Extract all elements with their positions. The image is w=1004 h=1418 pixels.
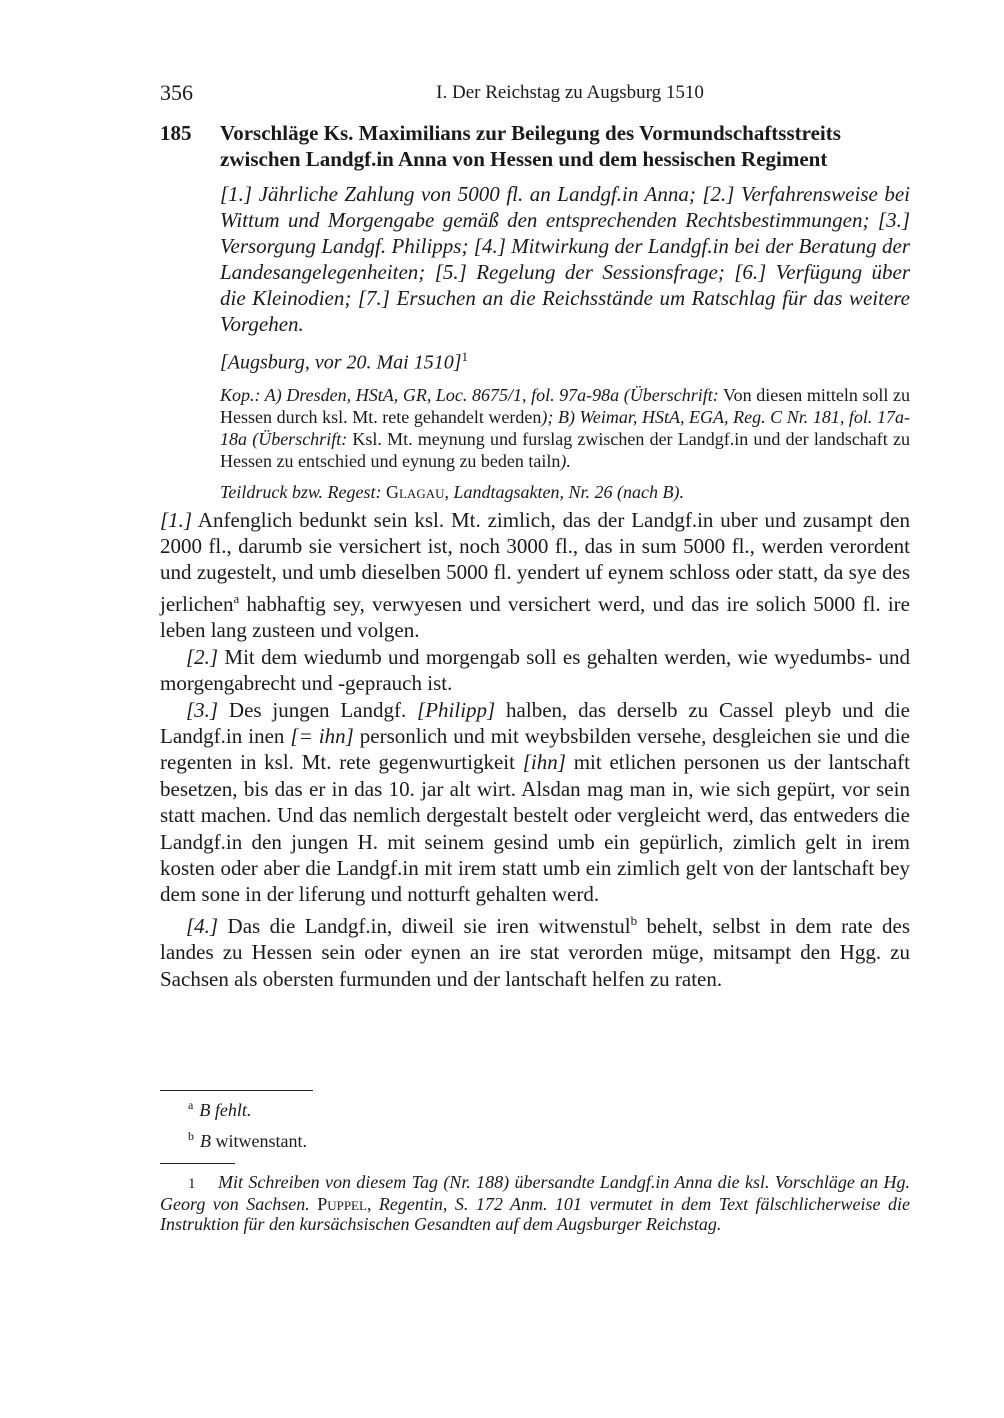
source-end: ). bbox=[560, 450, 571, 471]
paragraph-2-label: [2.] bbox=[186, 644, 219, 669]
editorial-insert: [Philipp] bbox=[417, 697, 496, 722]
document-heading bbox=[160, 120, 910, 172]
paragraph-3-text-b: halben, das derselb zu Cassel pleyb und die Landgf.in inen bbox=[160, 697, 910, 748]
notes-section bbox=[160, 1090, 910, 1234]
source-a-label: Kop.: A) Dresden, HStA, GR, Loc. 8675/1, fol. 97a-98a (Überschrift: bbox=[220, 384, 719, 405]
document-number: 185 bbox=[160, 121, 192, 145]
apparatus-note-a bbox=[160, 1093, 910, 1122]
paragraph-2-text: Mit dem wiedumb und morgengab soll es gehalten werden, wie wyedumbs- und morgengabrecht und -geprauch ist. bbox=[160, 644, 910, 696]
paragraph-4-text-b: behelt, selbst in dem rate des landes zu Hessen sein oder eynen an ire stat verorden müge, mitsampt den Hgg. zu Sachsen als obersten furmunden und der lantschaft helfen zu raten. bbox=[160, 913, 910, 991]
print-rest: Landtagsakten, Nr. 26 (nach B). bbox=[453, 481, 684, 502]
paragraph-4-text-a: Das die Landgf.in, diweil sie iren witwenstul bbox=[218, 913, 631, 938]
footnote-1 bbox=[160, 1172, 910, 1234]
source-a-heading: Von diesen mitteln soll zu Hessen durch ksl. Mt. rete gehandelt werden bbox=[220, 384, 910, 427]
apparatus-divider bbox=[160, 1090, 313, 1091]
paragraph-3 bbox=[160, 697, 910, 908]
apparatus-mark: b bbox=[188, 1129, 194, 1143]
paragraph-3-text-d: mit etlichen personen us der lantschaft besetzen, bis das er in das 10. jar alt wirt. Alsdan mag man in, wie sich gepürt, vor sein statt machen. Und das nemlich dergestalt bestelt oder vergleicht werd, das entweders die Landgf.in den jungen H. mit seinem gesind umb ein gepürlich, zimlich gelt in irem kosten oder aber die Landgf.in mit irem statt umb ein zimlich gelt von der lantschaft bey dem sone in der liferung und notturft gehalten werd. bbox=[160, 750, 910, 907]
paragraph-1-text-b: habhaftig sey, verwyesen und versichert werd, und das ire solich 5000 fl. ire leben lang zusteen und volgen. bbox=[160, 591, 910, 643]
apparatus-text: fehlt. bbox=[210, 1100, 252, 1120]
source-description bbox=[220, 384, 910, 472]
print-prefix: Teildruck bzw. Regest: bbox=[220, 481, 382, 502]
page-number: 356 bbox=[160, 80, 193, 105]
paragraph-2 bbox=[160, 644, 910, 697]
apparatus-siglum: B bbox=[200, 1131, 211, 1151]
document-title: Vorschläge Ks. Maximilians zur Beilegung des Vormundschaftsstreits zwischen Landgf.in Anna von Hessen und dem hessischen Regiment bbox=[220, 121, 841, 171]
dateline-text: [Augsburg, vor 20. Mai 1510] bbox=[220, 351, 462, 374]
dateline bbox=[220, 344, 910, 376]
apparatus-siglum: B bbox=[199, 1100, 211, 1120]
running-title: I. Der Reichstag zu Augsburg 1510 bbox=[436, 82, 704, 103]
paragraph-4-label: [4.] bbox=[186, 913, 219, 938]
footnote-ref-1[interactable]: 1 bbox=[461, 349, 468, 364]
apparatus-ref-b[interactable]: b bbox=[630, 912, 638, 928]
apparatus-text: witwenstant. bbox=[211, 1131, 307, 1151]
paragraph-3-label: [3.] bbox=[186, 697, 219, 722]
running-header bbox=[160, 78, 910, 110]
apparatus-note-b bbox=[160, 1124, 910, 1153]
paragraph-3-text-a: Des jungen Landgf. bbox=[218, 697, 418, 722]
paragraph-1 bbox=[160, 507, 910, 644]
document-body bbox=[160, 507, 910, 992]
paragraph-1-text-a: Anfenglich bedunkt sein ksl. Mt. zimlich, das der Landgf.in uber und zusampt den 2000 fl., darumb sie versichert ist, noch 3000 fl., das in sum 5000 fl., werden verordent und zugestelt, und umb dieselben 5000 fl. yendert uf eynem schloss oder statt, da sye des jerlichen bbox=[160, 507, 910, 616]
apparatus-mark: a bbox=[188, 1098, 194, 1112]
footnote-text-b: Regentin, S. 172 Anm. 101 vermutet in dem Text fälschlicherweise die Instruktion für den kursächsischen Gesandten auf dem Augsburger Reichstag. bbox=[160, 1194, 910, 1234]
document-summary: [1.] Jährliche Zahlung von 5000 fl. an Landgf.in Anna; [2.] Verfahrensweise bei Wittum und Morgengabe gemäß den entsprechenden Rechtsbestimmungen; [3.] Versorgung Landgf. Philipps; [4.] Mitwirkung der Landgf.in bei der Beratung der Landesangelegenheiten; [5.] Regelung der Sessionsfrage; [6.] Verfügung über die Kleinodien; [7.] Ersuchen an die Reichsstände um Ratschlag für das weitere Vorgehen. bbox=[220, 182, 910, 336]
paragraph-4 bbox=[160, 908, 910, 992]
footnote-divider bbox=[160, 1163, 235, 1164]
source-b-label: ); B) Weimar, HStA, EGA, Reg. C Nr. 181, fol. 17a-18a (Überschrift: bbox=[220, 406, 910, 449]
footnote-number: 1 bbox=[188, 1176, 196, 1192]
paragraph-3-text-c: personlich und mit weybsbilden versehe, desgleichen sie und die regenten in ksl. Mt. rete gegenwurtigkeit bbox=[160, 723, 910, 775]
page bbox=[160, 78, 910, 1234]
footnote-text-a: Mit Schreiben von diesem Tag (Nr. 188) übersandte Landgf.in Anna die ksl. Vorschläge an Hg. Georg von Sachsen. bbox=[160, 1172, 910, 1214]
editorial-insert: [ihn] bbox=[522, 750, 566, 775]
source-b-heading: Ksl. Mt. meynung und furslag zwischen der Landgf.in und der landschaft zu Hessen zu entschied und eynung zu beden tailn bbox=[220, 428, 910, 471]
editorial-insert: [= ihn] bbox=[290, 723, 354, 748]
apparatus-ref-a[interactable]: a bbox=[233, 590, 240, 606]
print-author: Glagau, bbox=[385, 481, 449, 502]
print-reference bbox=[220, 481, 910, 503]
paragraph-1-label: [1.] bbox=[160, 507, 193, 532]
footnote-author: Puppel, bbox=[317, 1194, 372, 1214]
